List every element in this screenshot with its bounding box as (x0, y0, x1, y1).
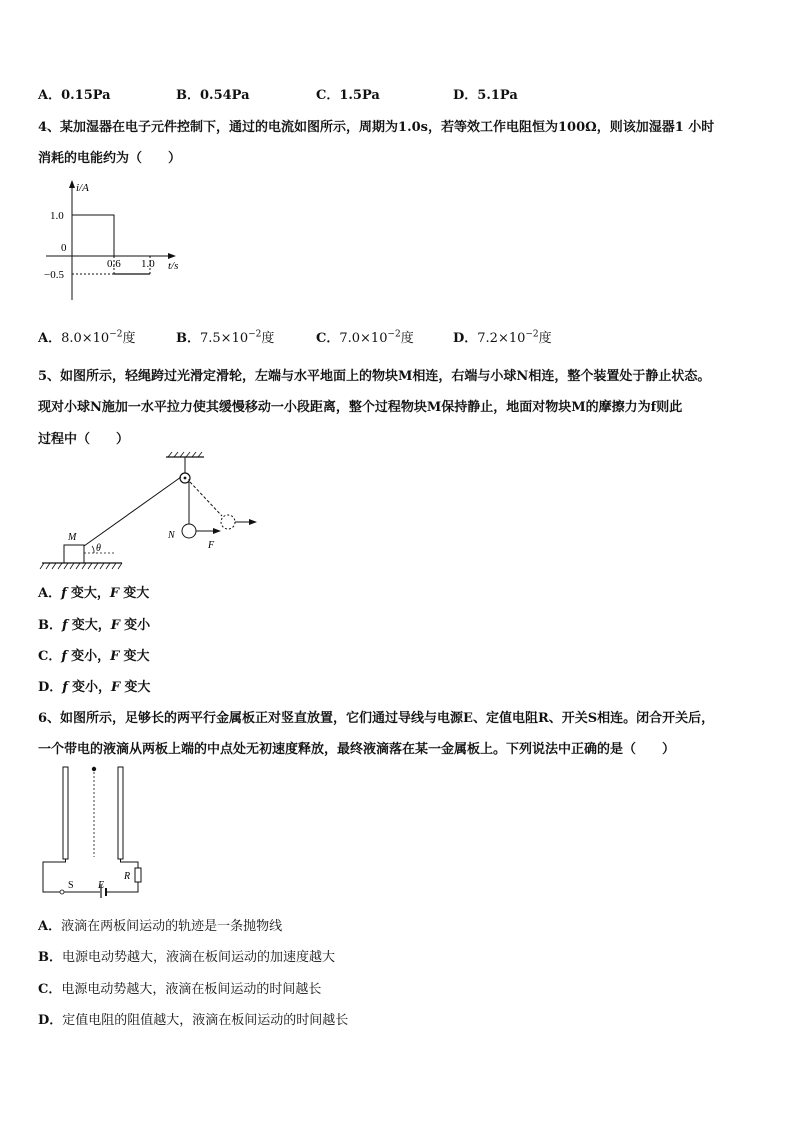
q4-tick-1.0: 1.0 (50, 210, 64, 222)
q3-option-d: D．5.1Pa (453, 88, 518, 103)
q6-option-a: A．液滴在两板间运动的轨迹是一条抛物线 (38, 919, 283, 934)
q3-option-a: A．0.15Pa (38, 88, 111, 103)
q5-stem-line1: 5、如图所示，轻绳跨过光滑定滑轮，左端与水平地面上的物块M相连，右端与小球N相连，整个装置处于静止状态。 (38, 369, 711, 384)
q6-label-e: E (98, 880, 105, 891)
q4-tick-0.6: 0.6 (107, 258, 121, 270)
q5-option-b: B．f 变大，F 变小 (38, 618, 151, 633)
q5-stem-line2: 现对小球N施加一水平拉力使其缓慢移动一小段距离，整个过程物块M保持静止，地面对物块M的摩擦力为f则此 (38, 400, 683, 415)
q4-stem-line2: 消耗的电能约为（ ） (38, 151, 182, 166)
q5-option-d: D．f 变小，F 变大 (38, 680, 151, 695)
q5-label-m: M (68, 532, 77, 543)
q6-option-c: C．电源电动势越大，液滴在板间运动的时间越长 (38, 982, 322, 997)
q6-capacitor-circuit (38, 762, 148, 898)
q4-stem-line1: 4、某加湿器在电子元件控制下，通过的电流如图所示，周期为1.0s，若等效工作电阻恒为100Ω，则该加湿器1 小时 (38, 120, 715, 135)
q6-label-r: R (124, 871, 131, 882)
q6-stem-line2: 一个带电的液滴从两板上端的中点处无初速度释放，最终液滴落在某一金属板上。下列说法中正确的是（ ） (38, 742, 676, 757)
q4-y-axis-label: i/A (76, 182, 89, 194)
q4-current-graph (38, 178, 198, 303)
q4-option-d: D．$7.2\times 10^{-2}$度 (453, 329, 552, 346)
q5-pulley-figure (38, 450, 278, 578)
q4-option-b: B．$7.5\times 10^{-2}$度 (176, 329, 275, 346)
q5-label-theta: θ (96, 543, 101, 554)
q6-option-d: D．定值电阻的阻值越大，液滴在板间运动的时间越长 (38, 1013, 349, 1028)
q5-option-a: A．f 变大，F 变大 (38, 586, 150, 601)
q6-stem-line1: 6、如图所示，足够长的两平行金属板正对竖直放置，它们通过导线与电源E、定值电阻R、开关S相连。闭合开关后， (38, 711, 715, 726)
q4-tick-0: 0 (61, 242, 67, 254)
q4-tick-minus-0.5: −0.5 (44, 269, 64, 281)
q5-option-c: C．f 变小，F 变大 (38, 649, 150, 664)
q5-label-n: N (168, 530, 175, 541)
q5-stem-line3: 过程中（ ） (38, 432, 130, 447)
q4-option-c: C．$7.0\times 10^{-2}$度 (316, 329, 414, 346)
q3-option-b: B．0.54Pa (176, 88, 250, 103)
q3-option-c: C．1.5Pa (316, 88, 380, 103)
q5-label-f: F (208, 540, 215, 551)
q6-label-s: S (68, 880, 74, 891)
q6-option-b: B．电源电动势越大，液滴在板间运动的加速度越大 (38, 950, 336, 965)
q4-option-a: A．$8.0\times 10^{-2}$度 (38, 329, 136, 346)
q4-x-axis-label: t/s (168, 260, 179, 272)
q4-tick-x-1.0: 1.0 (141, 258, 155, 270)
